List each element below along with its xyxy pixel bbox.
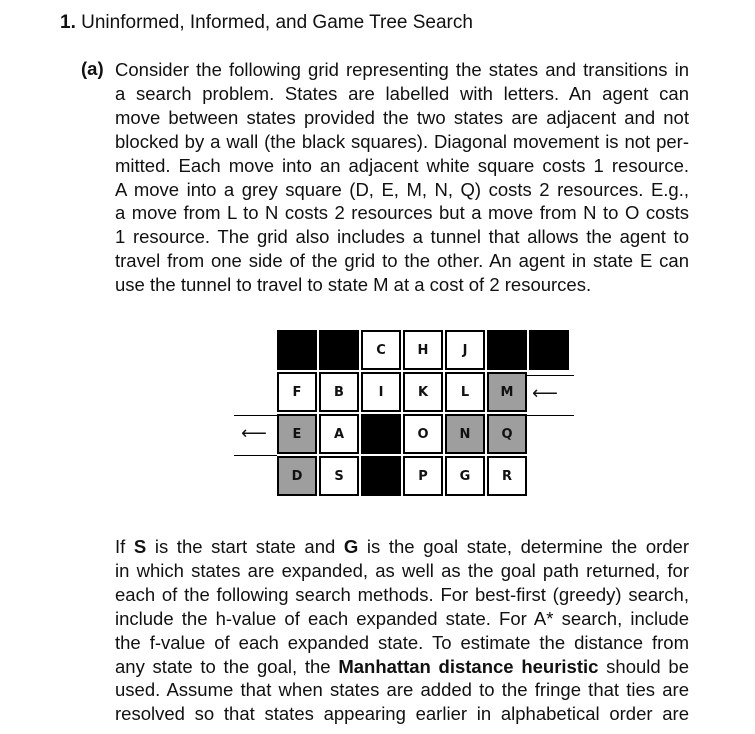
wall-cell	[361, 456, 401, 496]
instruction-line: any state to the goal, the Manhattan distance heuristic should be	[115, 655, 690, 677]
state-cell-q: Q	[487, 414, 527, 454]
state-cell-o: O	[403, 414, 443, 454]
task-instructions	[115, 535, 689, 726]
state-cell-f: F	[277, 372, 317, 412]
state-cell-h: H	[403, 330, 443, 370]
question-heading	[60, 12, 473, 34]
instruction-line: include the h-value of each expanded state. For A* search, include	[115, 607, 689, 629]
tunnel-line-bottom	[519, 415, 574, 416]
state-cell-b: B	[319, 372, 359, 412]
instruction-line: in which states are expanded, as well as the goal path returned, for	[115, 559, 689, 581]
instruction-line: used. Assume that when states are added to the fringe that ties are	[115, 679, 689, 701]
wall-cell	[319, 330, 359, 370]
goal-state-label: G	[343, 536, 359, 557]
description-line: a move from L to N costs 2 resources but a move from N to O costs	[115, 202, 689, 224]
state-cell-p: P	[403, 456, 443, 496]
instruction-line: resolved so that states appearing earlier in alphabetical order are	[115, 703, 689, 725]
tunnel-exit-arrow-icon: ⟵	[241, 423, 267, 444]
start-state-label: S	[133, 536, 147, 557]
tunnel-line-bottom	[234, 455, 277, 456]
description-line: a search problem. States are labelled with letters. An agent can	[115, 82, 689, 104]
description-line: travel from one side of the grid to the other. An agent in state E can	[115, 250, 689, 272]
state-cell-l: L	[445, 372, 485, 412]
state-cell-m: M	[487, 372, 527, 412]
part-a-label: (a)	[81, 58, 104, 79]
state-cell-i: I	[361, 372, 401, 412]
question-title: Uninformed, Informed, and Game Tree Search	[81, 12, 473, 33]
tunnel-line-top	[234, 415, 277, 416]
state-cell-c: C	[361, 330, 401, 370]
wall-cell	[361, 414, 401, 454]
problem-description	[115, 58, 689, 297]
state-cell-d: D	[277, 456, 317, 496]
wall-cell	[487, 330, 527, 370]
tunnel-entry-arrow-icon: ⟵	[532, 383, 558, 404]
state-cell-a: A	[319, 414, 359, 454]
description-line: Consider the following grid representing the states and transitions in	[115, 59, 689, 80]
description-line: A move into a grey square (D, E, M, N, Q) costs 2 resources. E.g.,	[115, 178, 689, 200]
instruction-line: each of the following search methods. For best-first (greedy) search,	[115, 583, 689, 605]
state-cell-g: G	[445, 456, 485, 496]
description-line: blocked by a wall (the black squares). Diagonal movement is not per-	[115, 130, 689, 152]
state-cell-k: K	[403, 372, 443, 412]
instruction-line: the f-value of each expanded state. To estimate the distance from	[115, 631, 689, 653]
search-grid-figure	[234, 330, 574, 500]
state-cell-j: J	[445, 330, 485, 370]
question-number: 1.	[60, 12, 76, 33]
description-line: mitted. Each move into an adjacent white square costs 1 resource.	[115, 154, 689, 176]
state-cell-e: E	[277, 414, 317, 454]
description-line: use the tunnel to travel to state M at a cost of 2 resources.	[115, 274, 592, 296]
tunnel-line-top	[519, 375, 574, 376]
state-cell-s: S	[319, 456, 359, 496]
wall-cell	[529, 330, 569, 370]
instruction-line: If S is the start state and G is the goal state, determine the order	[115, 536, 690, 557]
description-line: 1 resource. The grid also includes a tunnel that allows the agent to	[115, 226, 689, 248]
wall-cell	[277, 330, 317, 370]
heuristic-name: Manhattan distance heuristic	[338, 655, 599, 677]
description-line: move between states provided the two states are adjacent and not	[115, 106, 689, 128]
state-cell-r: R	[487, 456, 527, 496]
state-cell-n: N	[445, 414, 485, 454]
